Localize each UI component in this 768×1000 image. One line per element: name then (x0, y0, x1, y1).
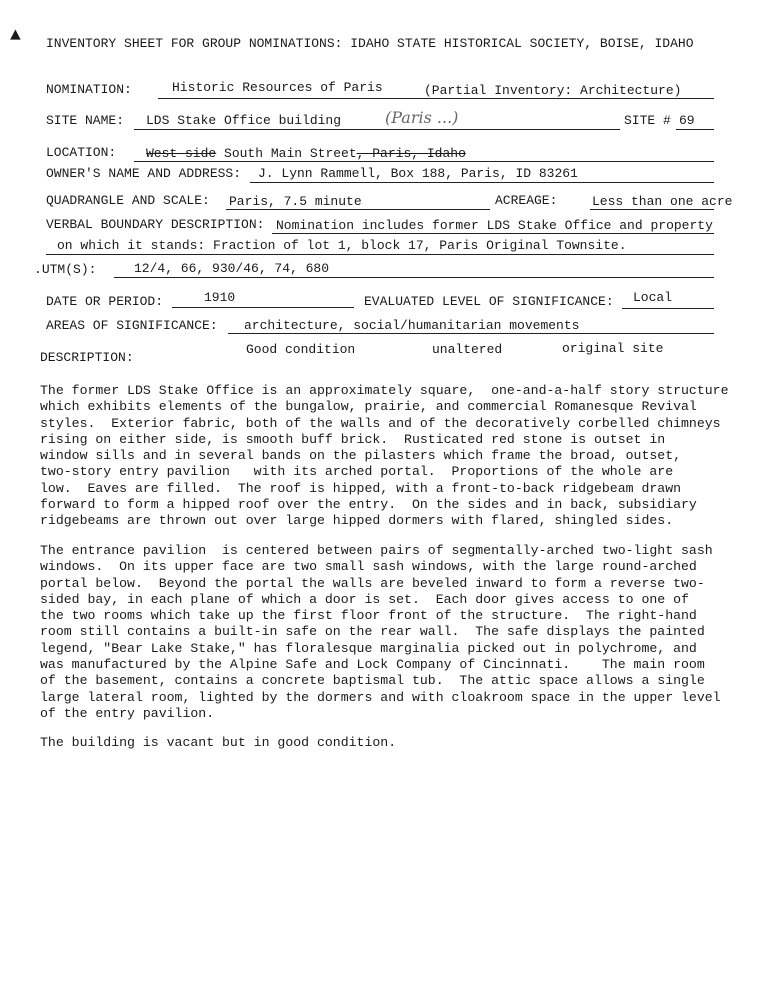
nomination-label: NOMINATION: (46, 82, 132, 97)
location-struck-prefix: West side (146, 146, 217, 161)
date-value: 1910 (204, 290, 236, 305)
owner-underline (250, 182, 714, 183)
significance-level-underline (622, 308, 714, 309)
site-number-value: 69 (679, 113, 695, 128)
acreage-value: Less than one acre (592, 194, 733, 209)
boundary-label: VERBAL BOUNDARY DESCRIPTION: (46, 217, 265, 232)
description-paragraph-2: The entrance pavilion is centered between pairs of segmentally-arched two-light sash windows. On its upper face are two small sash windows, with the large round-arched portal below. Beyond the portal the walls are beveled inward to form a reverse two- sided bay, in each plane of which a door is set. Each door gives access to one of the two rooms which take up the first floor front of the structure. The right-hand room still contains a built-in safe on the rear wall. The safe displays the painted legend, "Bear Lake Stake," has floralesque marginalia picked out in polychrome, and was manufactured by the Alpine Safe and Lock Company of Cincinnati. The main room of the basement, contains a concrete baptismal tub. The attic space allows a single large lateral room, lighted by the dormers and with cloakroom space in the upper level of the entry pavilion. (40, 543, 721, 721)
date-label: DATE OR PERIOD: (46, 294, 164, 309)
significance-level-value: Local (633, 290, 673, 305)
quadrangle-value: Paris, 7.5 minute (229, 194, 362, 209)
nomination-value: Historic Resources of Paris (172, 80, 383, 95)
description-condition: Good condition (246, 342, 356, 357)
description-paragraph-1: The former LDS Stake Office is an approximately square, one-and-a-half story structure which exhibits elements of the bungalow, prairie, and commercial Romanesque Revival styles. Exterior fabric, both of the walls and of the decoratively corbelled chimneys rising on either side, is smooth buff brick. Rusticated red stone is outset in window sills and in several bands on the pilasters which frame the broad, outset, two-story entry pavilion with its arched portal. Proportions of the whole are low. Eaves are filled. The roof is hipped, with a front-to-back ridgebeam drawn forward to form a hipped roof over the entry. On the sides and in back, subsidiary ridgebeams are thrown out over large hipped dormers with flared, shingled sides. (40, 383, 729, 529)
header-title: INVENTORY SHEET FOR GROUP NOMINATIONS: IDAHO STATE HISTORICAL SOCIETY, BOISE, IDAHO (46, 36, 694, 51)
site-name-handwritten: (Paris ...) (385, 108, 459, 127)
location-value (146, 146, 466, 161)
areas-value: architecture, social/humanitarian movements (244, 318, 580, 333)
description-paragraph-3: The building is vacant but in good condition. (40, 735, 397, 750)
utm-underline (114, 277, 714, 278)
areas-underline (228, 333, 714, 334)
acreage-underline (590, 209, 714, 210)
site-name-label: SITE NAME: (46, 113, 125, 128)
owner-value: J. Lynn Rammell, Box 188, Paris, ID 83261 (258, 166, 578, 181)
boundary-line-2: on which it stands: Fraction of lot 1, block 17, Paris Original Townsite. (57, 238, 627, 253)
boundary-line-1: Nomination includes former LDS Stake Office and property (276, 218, 713, 233)
corner-arrow-mark: ▲ (10, 26, 21, 46)
areas-label: AREAS OF SIGNIFICANCE: (46, 318, 218, 333)
location-label: LOCATION: (46, 145, 117, 160)
boundary-underline-2 (46, 254, 714, 255)
description-site: original site (562, 341, 664, 356)
location-street: South Main Street (224, 146, 357, 161)
boundary-underline-1 (272, 233, 714, 234)
quadrangle-underline (226, 209, 490, 210)
description-alteration: unaltered (432, 342, 503, 357)
site-name-underline (134, 129, 620, 130)
site-number-label: SITE # (624, 113, 671, 128)
nomination-extra: (Partial Inventory: Architecture) (424, 83, 682, 98)
utm-label-text: UTM(S): (41, 262, 97, 277)
nomination-underline (158, 98, 714, 99)
significance-level-label: EVALUATED LEVEL OF SIGNIFICANCE: (364, 294, 614, 309)
utm-label: .UTM(S): (34, 262, 97, 277)
site-number-underline (676, 129, 714, 130)
owner-label: OWNER'S NAME AND ADDRESS: (46, 166, 242, 181)
quadrangle-label: QUADRANGLE AND SCALE: (46, 193, 210, 208)
utm-value: 12/4, 66, 930/46, 74, 680 (134, 261, 330, 276)
description-label: DESCRIPTION: (40, 350, 134, 365)
date-underline (172, 307, 354, 308)
location-struck-suffix: , Paris, Idaho (356, 146, 466, 161)
site-name-value: LDS Stake Office building (146, 113, 342, 128)
location-underline (134, 161, 714, 162)
acreage-label: ACREAGE: (495, 193, 558, 208)
